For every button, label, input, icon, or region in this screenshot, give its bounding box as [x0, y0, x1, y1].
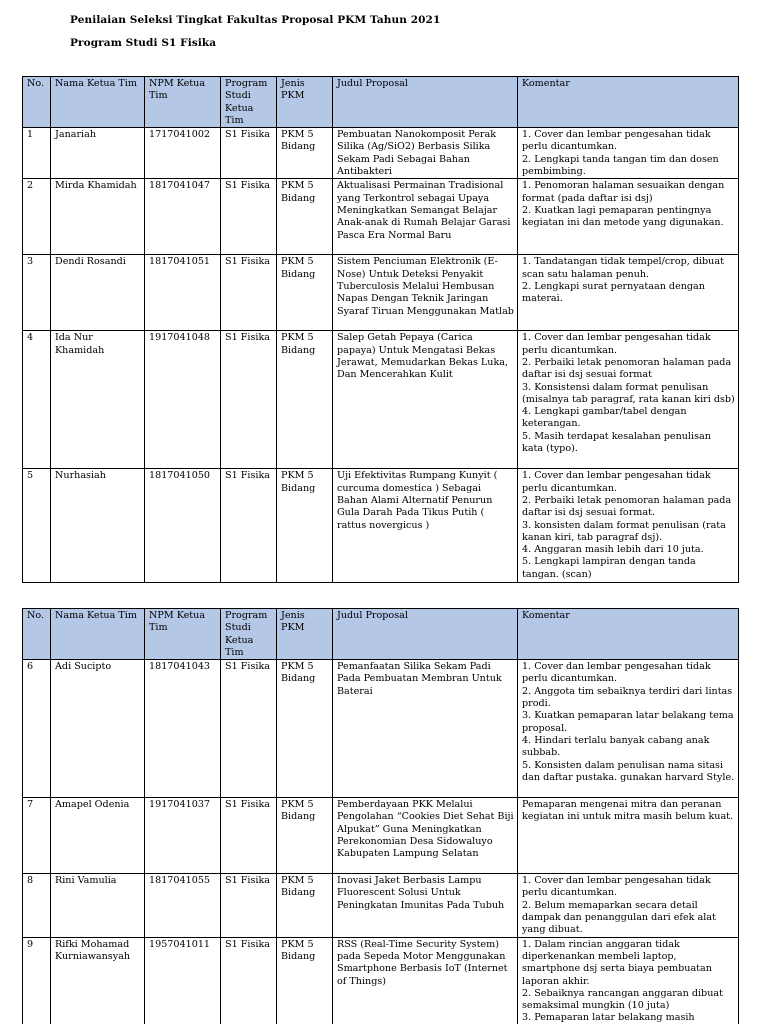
table-row — [23, 179, 739, 255]
cell-komentar — [518, 469, 739, 583]
cell-prodi: S1 Fisika — [221, 798, 277, 874]
cell-no: 8 — [23, 874, 51, 937]
komentar-line: 4. Hindari terlalu banyak cabang anak subbab. — [522, 734, 710, 759]
table-row — [23, 331, 739, 469]
cell-judul: Salep Getah Pepaya (Carica papaya) Untuk Mengatasi Bekas Jerawat, Memudarkan Bekas Luka, Dan Mencerahkan Kulit — [333, 331, 518, 469]
document-title: Penilaian Seleksi Tingkat Fakultas Proposal PKM Tahun 2021 — [70, 14, 441, 26]
cell-jenis: PKM 5 Bidang — [277, 255, 333, 331]
cell-komentar — [518, 255, 739, 331]
cell-npm: 1817041051 — [145, 255, 221, 331]
komentar-line: 4. Lengkapi gambar/tabel dengan keterangan. — [522, 406, 687, 430]
cell-npm: 1917041048 — [145, 331, 221, 469]
komentar-line: 1. Dalam rincian anggaran tidak diperkenankan membeli laptop, smartphone dsj serta biaya pembuatan laporan akhir. — [522, 938, 712, 987]
cell-npm: 1717041002 — [145, 128, 221, 179]
komentar-line: Pemaparan mengenai mitra dan peranan kegiatan ini untuk mitra masih belum kuat. — [522, 799, 734, 823]
cell-nama: Adi Sucipto — [51, 660, 145, 798]
cell-komentar — [518, 331, 739, 469]
header-npm: NPM Ketua Tim — [145, 77, 221, 128]
komentar-line: 2. Sebaiknya rancangan anggaran dibuat semaksimal mungkin (10 juta) — [522, 987, 723, 1012]
cell-jenis: PKM 5 Bidang — [277, 179, 333, 255]
header-jenis: Jenis PKM — [277, 77, 333, 128]
cell-nama: Nurhasiah — [51, 469, 145, 583]
cell-nama: Rini Vamulia — [51, 874, 145, 937]
cell-judul: Pemberdayaan PKK Melalui Pengolahan “Cookies Diet Sehat Biji Alpukat” Guna Meningkatkan Perekonomian Desa Sidowaluyo Kabupaten Lampung Selatan — [333, 798, 518, 874]
header-komentar: Komentar — [518, 609, 739, 660]
header-judul: Judul Proposal — [333, 77, 518, 128]
cell-nama: Dendi Rosandi — [51, 255, 145, 331]
cell-nama: Rifki Mohamad Kurniawansyah — [51, 937, 145, 1024]
cell-prodi: S1 Fisika — [221, 179, 277, 255]
cell-npm: 1817041043 — [145, 660, 221, 798]
cell-komentar — [518, 798, 739, 874]
cell-judul: Pemanfaatan Silika Sekam Padi Pada Pembuatan Membran Untuk Baterai — [333, 660, 518, 798]
header-komentar: Komentar — [518, 77, 739, 128]
cell-judul: Aktualisasi Permainan Tradisional yang Terkontrol sebagai Upaya Meningkatkan Semangat Belajar Anak-anak di Rumah Belajar Garasi Pasca Era Normal Baru — [333, 179, 518, 255]
table-header-row — [23, 77, 739, 128]
cell-judul: Sistem Penciuman Elektronik (E-Nose) Untuk Deteksi Penyakit Tuberculosis Melalui Hembusan Napas Dengan Teknik Jaringan Syaraf Tiruan Menggunakan Matlab — [333, 255, 518, 331]
komentar-line: 2. Belum memaparkan secara detail dampak dan penanggulan dari efek alat yang dibuat. — [522, 899, 716, 936]
cell-no: 7 — [23, 798, 51, 874]
header-prodi: Program Studi Ketua Tim — [221, 77, 277, 128]
cell-npm: 1917041037 — [145, 798, 221, 874]
table-row — [23, 937, 739, 1024]
komentar-line: 3. Pemaparan latar belakang masih — [522, 1012, 695, 1024]
komentar-line: 5. Lengkapi lampiran dengan tanda tangan. (scan) — [522, 556, 696, 580]
cell-npm: 1957041011 — [145, 937, 221, 1024]
cell-no: 1 — [23, 128, 51, 179]
komentar-line: 1. Cover dan lembar pengesahan tidak perlu dicantumkan. — [522, 470, 711, 494]
cell-prodi: S1 Fisika — [221, 660, 277, 798]
cell-jenis: PKM 5 Bidang — [277, 331, 333, 469]
cell-judul: Uji Efektivitas Rumpang Kunyit ( curcuma domestica ) Sebagai Bahan Alami Alternatif Penurun Gula Darah Pada Tikus Putih ( rattus novergicus ) — [333, 469, 518, 583]
cell-prodi: S1 Fisika — [221, 331, 277, 469]
cell-nama: Ida Nur Khamidah — [51, 331, 145, 469]
cell-nama: Mirda Khamidah — [51, 179, 145, 255]
cell-jenis: PKM 5 Bidang — [277, 937, 333, 1024]
cell-jenis: PKM 5 Bidang — [277, 469, 333, 583]
cell-judul: RSS (Real-Time Security System) pada Sepeda Motor Menggunakan Smartphone Berbasis IoT (Internet of Things) — [333, 937, 518, 1024]
header-no: No. — [23, 77, 51, 128]
cell-komentar — [518, 128, 739, 179]
cell-npm: 1817041050 — [145, 469, 221, 583]
cell-judul: Inovasi Jaket Berbasis Lampu Fluorescent Solusi Untuk Peningkatan Imunitas Pada Tubuh — [333, 874, 518, 937]
komentar-line: 1. Tandatangan tidak tempel/crop, dibuat scan satu halaman penuh. — [522, 256, 724, 280]
table-row — [23, 660, 739, 798]
header-judul: Judul Proposal — [333, 609, 518, 660]
header-nama: Nama Ketua Tim — [51, 609, 145, 660]
header-prodi: Program Studi Ketua Tim — [221, 609, 277, 660]
cell-jenis: PKM 5 Bidang — [277, 798, 333, 874]
komentar-line: 1. Cover dan lembar pengesahan tidak perlu dicantumkan. — [522, 129, 711, 153]
header-npm: NPM Ketua Tim — [145, 609, 221, 660]
cell-prodi: S1 Fisika — [221, 128, 277, 179]
cell-no: 2 — [23, 179, 51, 255]
table-header-row — [23, 609, 739, 660]
cell-no: 6 — [23, 660, 51, 798]
komentar-line: 1. Cover dan lembar pengesahan tidak perlu dicantumkan. — [522, 875, 711, 899]
assessment-table-1 — [22, 76, 739, 583]
cell-npm: 1817041047 — [145, 179, 221, 255]
komentar-line: 5. Konsisten dalam penulisan nama sitasi dan daftar pustaka. gunakan harvard Style. — [522, 759, 735, 783]
komentar-line: 3. konsisten dalam format penulisan (rata kanan kiri, tab paragraf dsj). — [522, 519, 726, 543]
komentar-line: 1. Cover dan lembar pengesahan tidak perlu dicantumkan. — [522, 332, 711, 356]
cell-jenis: PKM 5 Bidang — [277, 660, 333, 798]
komentar-line: 2. Anggota tim sebaiknya terdiri dari lintas prodi. — [522, 685, 733, 710]
cell-prodi: S1 Fisika — [221, 255, 277, 331]
cell-no: 3 — [23, 255, 51, 331]
table-row — [23, 128, 739, 179]
cell-no: 4 — [23, 331, 51, 469]
table-row — [23, 798, 739, 874]
header-nama: Nama Ketua Tim — [51, 77, 145, 128]
cell-npm: 1817041055 — [145, 874, 221, 937]
cell-no: 9 — [23, 937, 51, 1024]
komentar-line: 2. Lengkapi surat pernyataan dengan materai. — [522, 280, 705, 305]
komentar-line: 2. Perbaiki letak penomoran halaman pada daftar isi dsj sesuai format — [522, 356, 732, 381]
cell-komentar — [518, 937, 739, 1024]
cell-prodi: S1 Fisika — [221, 874, 277, 937]
table-row — [23, 874, 739, 937]
cell-komentar — [518, 874, 739, 937]
assessment-table-2 — [22, 608, 739, 1024]
komentar-line: 2. Perbaiki letak penomoran halaman pada daftar isi dsj sesuai format. — [522, 494, 732, 519]
komentar-line: 2. Kuatkan lagi pemaparan pentingnya kegiatan ini dan metode yang digunakan. — [522, 204, 724, 229]
cell-prodi: S1 Fisika — [221, 469, 277, 583]
cell-nama: Amapel Odenia — [51, 798, 145, 874]
program-title: Program Studi S1 Fisika — [70, 37, 217, 49]
header-jenis: Jenis PKM — [277, 609, 333, 660]
komentar-line: 1. Penomoran halaman sesuaikan dengan format (pada daftar isi dsj) — [522, 180, 725, 204]
cell-jenis: PKM 5 Bidang — [277, 874, 333, 937]
komentar-line: 1. Cover dan lembar pengesahan tidak perlu dicantumkan. — [522, 661, 711, 685]
cell-komentar — [518, 660, 739, 798]
komentar-line: 3. Konsistensi dalam format penulisan (misalnya tab paragraf, rata kanan kiri dsb) — [522, 381, 735, 405]
cell-no: 5 — [23, 469, 51, 583]
komentar-line: 4. Anggaran masih lebih dari 10 juta. — [522, 544, 704, 556]
cell-nama: Janariah — [51, 128, 145, 179]
cell-komentar — [518, 179, 739, 255]
cell-prodi: S1 Fisika — [221, 937, 277, 1024]
komentar-line: 5. Masih terdapat kesalahan penulisan kata (typo). — [522, 430, 711, 455]
cell-judul: Pembuatan Nanokomposit Perak Silika (Ag/SiO2) Berbasis Silika Sekam Padi Sebagai Bahan Antibakteri — [333, 128, 518, 179]
table-row — [23, 255, 739, 331]
table-row — [23, 469, 739, 583]
header-no: No. — [23, 609, 51, 660]
cell-jenis: PKM 5 Bidang — [277, 128, 333, 179]
komentar-line: 3. Kuatkan pemaparan latar belakang tema proposal. — [522, 710, 734, 734]
komentar-line: 2. Lengkapi tanda tangan tim dan dosen pembimbing. — [522, 153, 719, 178]
